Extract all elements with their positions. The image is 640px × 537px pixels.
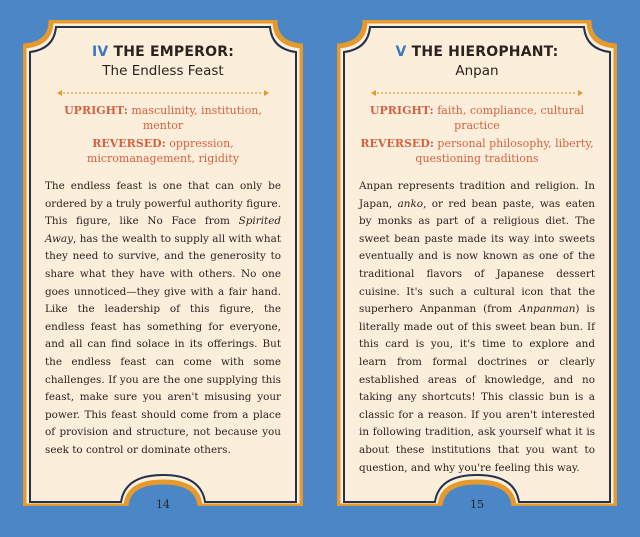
tarot-card-hierophant bbox=[337, 20, 617, 511]
page-number: 14 bbox=[156, 498, 170, 511]
description-part: Anpan represents tradition and religion. In Japan, bbox=[359, 180, 595, 210]
description-part: , or red bean paste, was eaten by monks as part of a religious diet. The sweet bean paste made its way into sweets eventually and is now known as one of the traditional flavors of Japanese dessert cuisine. It's such a cultural icon that the superhero Anpanman (from bbox=[359, 197, 595, 316]
card-numeral: V bbox=[395, 44, 407, 60]
card-title-text: THE HIEROPHANT: bbox=[411, 44, 559, 60]
card-description bbox=[359, 178, 595, 477]
card-subtitle: Anpan bbox=[455, 63, 499, 79]
card-description bbox=[45, 178, 281, 460]
description-part: ) is literally made out of this sweet bean bun. If this card is you, it's time to explore and learn from formal doctrines or clearly established areas of knowledge, and no taking any shortcuts! This classic bun is a classic for a reason. If you aren't interested in following tradition, ask yourself what it is about these institutions that you want to question, and why you're feeling this way. bbox=[359, 303, 596, 474]
tarot-card-emperor bbox=[23, 20, 303, 511]
description-part: , has the wealth to supply all with what they need to survive, and the generosity to share what they have with others. No one goes unnoticed—they give with a fair hand. Like the leadership of this figure, the endless feast has something for everyone, and all can find solace in its offerings. But the endless feast can come with some challenges. If you are the one supplying this feast, make sure you aren't misusing your power. This feast should come from a place of provision and structure, not because you seek to control or dominate others. bbox=[45, 232, 281, 456]
reversed-meaning bbox=[359, 136, 595, 166]
card-title-text: THE EMPEROR: bbox=[113, 44, 234, 60]
card-title bbox=[359, 44, 595, 61]
upright-meaning bbox=[45, 103, 281, 133]
upright-meaning bbox=[359, 103, 595, 133]
description-italic: Spirited Away bbox=[45, 215, 281, 245]
reversed-meaning bbox=[45, 136, 281, 166]
reversed-label: REVERSED: bbox=[360, 137, 434, 150]
reversed-text: personal philosophy, liberty, questioning traditions bbox=[415, 137, 594, 165]
page-number: 15 bbox=[470, 498, 484, 511]
description-part: The endless feast is one that can only be ordered by a truly powerful authority figure. This figure, like No Face from bbox=[45, 180, 281, 228]
card-numeral: IV bbox=[91, 44, 109, 60]
reversed-text: oppression, micromanagement, rigidity bbox=[86, 137, 240, 165]
card-subtitle: The Endless Feast bbox=[102, 63, 224, 79]
ornamental-divider bbox=[57, 89, 269, 97]
ornamental-divider bbox=[371, 89, 583, 97]
upright-text: faith, compliance, cultural practice bbox=[437, 104, 585, 132]
upright-label: UPRIGHT: bbox=[369, 104, 434, 117]
card-title bbox=[45, 44, 281, 61]
description-italic: Anpanman bbox=[518, 303, 576, 316]
description-italic: anko bbox=[397, 197, 424, 210]
upright-text: masculinity, institution, mentor bbox=[131, 104, 262, 132]
reversed-label: REVERSED: bbox=[92, 137, 166, 150]
upright-label: UPRIGHT: bbox=[64, 104, 128, 117]
